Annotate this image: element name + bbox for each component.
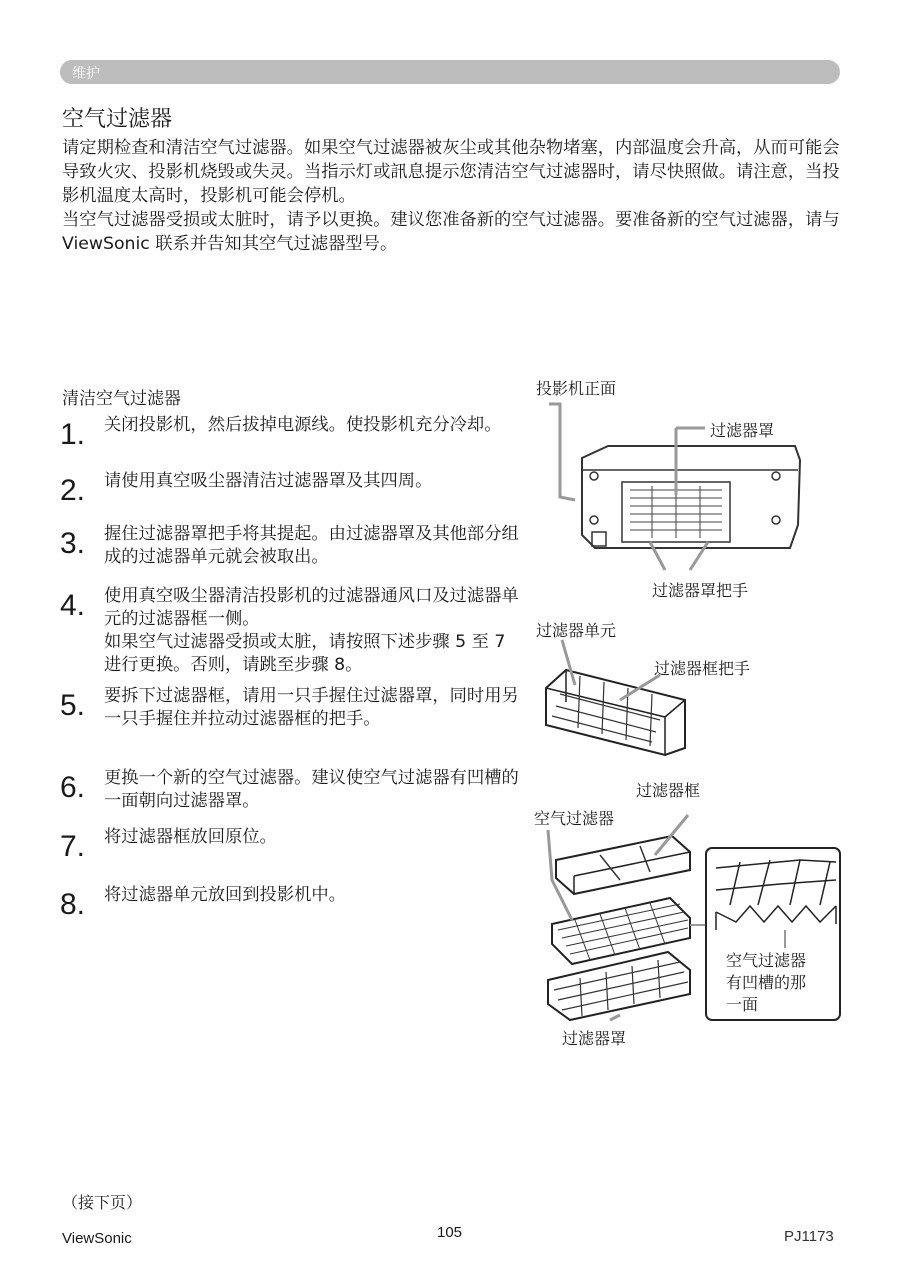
step-4-main: 使用真空吸尘器清洁投影机的过滤器通风口及过滤器单元的过滤器框一侧。 [104, 586, 519, 629]
label-grooved-line: 一面 [726, 995, 759, 1014]
label-filter-frame: 过滤器框 [636, 781, 701, 800]
intro-paragraph: 请定期检查和清洁空气过滤器。如果空气过滤器被灰尘或其他杂物堵塞，内部温度会升高，从而可能会导致火灾、投影机烧毁或失灵。当指示灯或訊息提示您清洁空气过滤器时，请尽快照做。请注意，当投影机温度太高时，投影机可能会停机。 [62, 138, 840, 206]
step-number: 8. [60, 888, 86, 921]
step-text: 关闭投影机，然后拔掉电源线。使投影机充分冷却。 [104, 415, 502, 435]
label-filter-frame-handle: 过滤器框把手 [654, 659, 751, 678]
label-filter-unit: 过滤器单元 [536, 621, 617, 640]
procedure-heading: 清洁空气过滤器 [62, 389, 181, 409]
step-number: 2. [60, 474, 86, 507]
page-number: 105 [437, 1224, 463, 1241]
model-number: PJ1173 [784, 1228, 834, 1245]
footer-brand: ViewSonic [62, 1230, 132, 1247]
step-number: 7. [60, 830, 86, 863]
label-grooved-line: 空气过滤器 [726, 951, 807, 970]
label-grooved-line: 有凹槽的那 [726, 973, 807, 992]
step-number: 6. [60, 771, 86, 804]
step-number: 3. [60, 527, 86, 560]
step-number: 4. [60, 589, 86, 622]
label-grooved-side [726, 950, 806, 1016]
step-text: 将过滤器框放回原位。 [104, 827, 277, 847]
step-number: 5. [60, 689, 86, 722]
label-filter-cover: 过滤器罩 [710, 421, 775, 440]
step-text: 将过滤器单元放回到投影机中。 [104, 885, 346, 905]
step-text: 更换一个新的空气过滤器。建议使空气过滤器有凹槽的一面朝向过滤器罩。 [104, 768, 519, 811]
section-label: 维护 [72, 66, 100, 82]
step-number: 1. [60, 418, 86, 451]
page-title: 空气过滤器 [62, 107, 173, 132]
step-text: 请使用真空吸尘器清洁过滤器罩及其四周。 [104, 471, 433, 491]
continued-note: （接下页） [62, 1193, 143, 1212]
step-4-note: 如果空气过滤器受损或太脏，请按照下述步骤 5 至 7 进行更换。否则，请跳至步骤 8。 [104, 632, 506, 675]
label-air-filter: 空气过滤器 [534, 809, 615, 828]
label-filter-cover-handle: 过滤器罩把手 [652, 581, 749, 600]
label-projector-front: 投影机正面 [536, 379, 617, 398]
label-filter-cover-bottom: 过滤器罩 [562, 1029, 627, 1048]
intro-paragraph: 当空气过滤器受损或太脏时，请予以更换。建议您准备新的空气过滤器。要准备新的空气过滤器，请与 ViewSonic 联系并告知其空气过滤器型号。 [62, 210, 840, 254]
step-text: 握住过滤器罩把手将其提起。由过滤器罩及其他部分组成的过滤器单元就会被取出。 [104, 524, 519, 567]
step-text: 要拆下过滤器框，请用一只手握住过滤器罩，同时用另一只手握住并拉动过滤器框的把手。 [104, 686, 519, 729]
